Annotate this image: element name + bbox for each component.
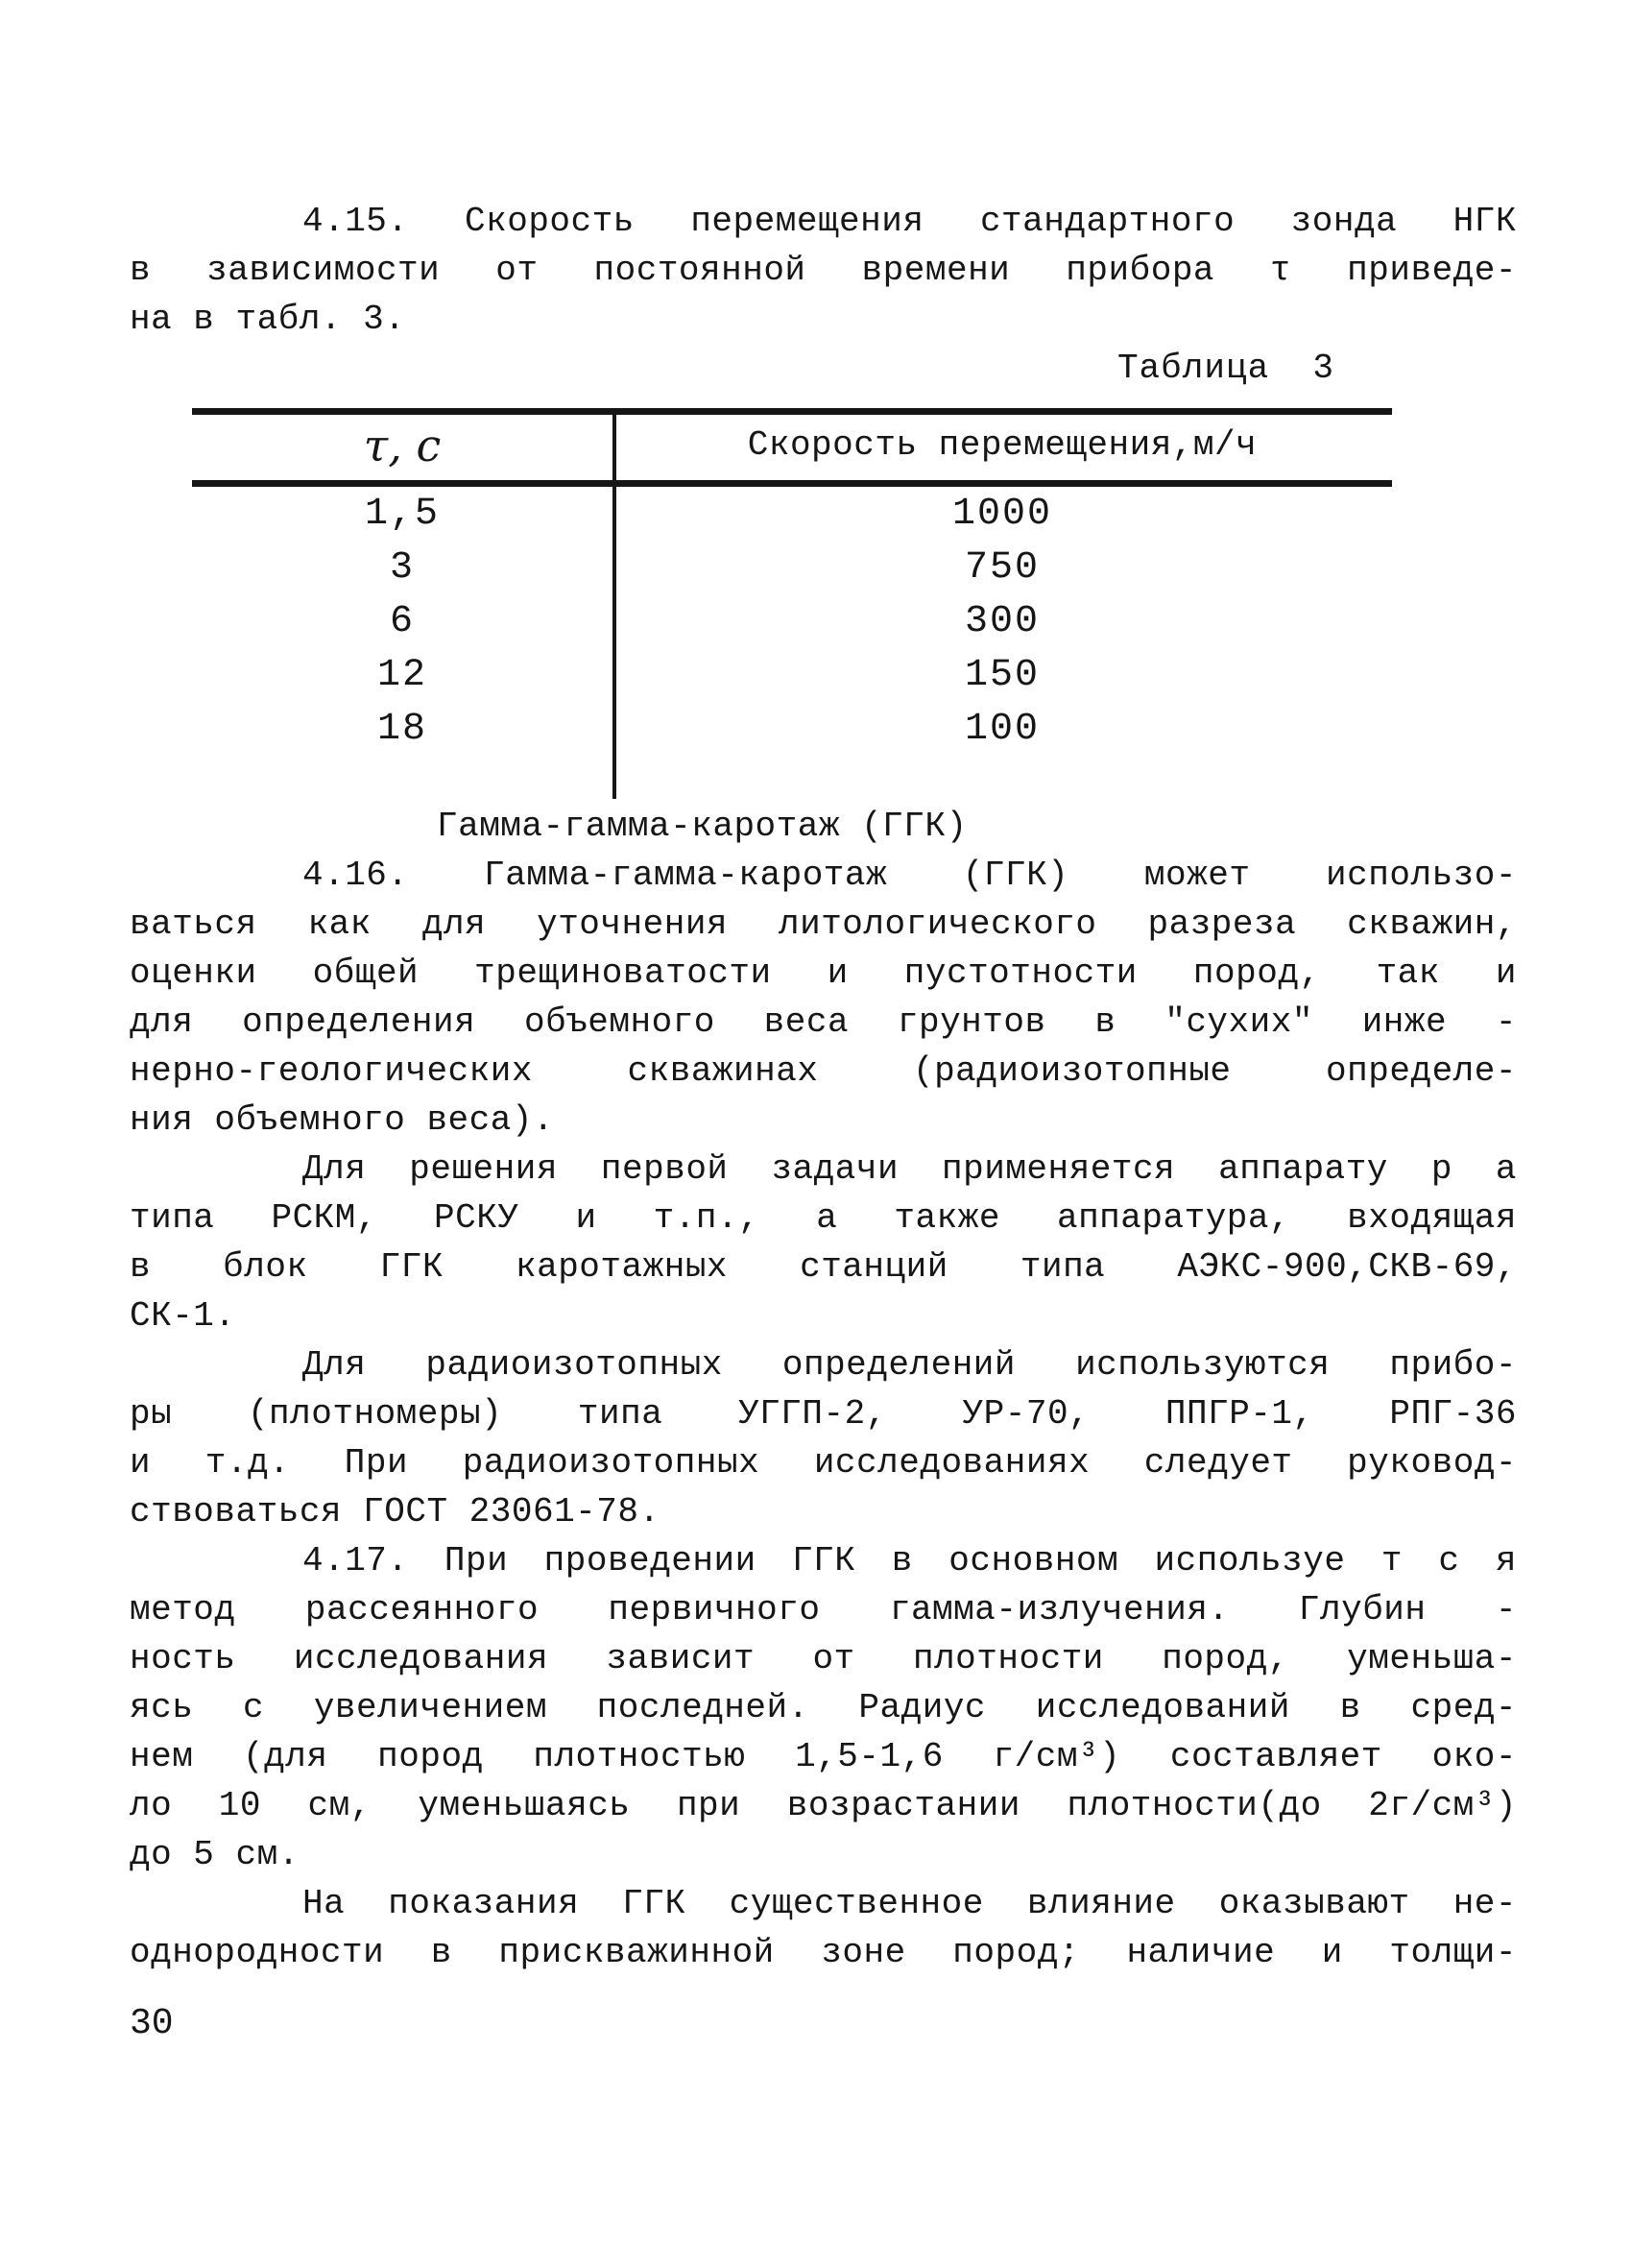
text-line: 4.16. Гамма-гамма-каротаж (ГГК) может использо- [302,856,1517,895]
section-heading-ggk: Гамма-гамма-каротаж (ГГК) [437,807,968,846]
table-cell-speed: 1000 [951,492,1052,536]
page-content [130,197,1517,2046]
text-line: ность исследования зависит от плотности пород, уменьша- [130,1639,1517,1678]
table-caption: Таблица 3 [1116,349,1334,388]
text-line: ствоваться ГОСТ 23061-78. [130,1492,660,1532]
text-line: нем (для пород плотностью 1,5-1,6 г/см³) составляет око- [130,1737,1517,1776]
table-header-speed: Скорость перемещения,м/ч [747,425,1258,465]
text-line: в блок ГГК каротажных станций типа АЭКС-900,СКВ-69, [130,1247,1517,1287]
table-cell-tau: 6 [389,599,415,643]
text-line: нерно-геологических скважинах (радиоизотопные определе- [130,1051,1517,1091]
table-row [192,487,1392,541]
text-line: метод рассеянного первичного гамма-излучения. Глубин - [130,1590,1517,1629]
table-cell-tau: 3 [389,545,415,590]
text-line: СК-1. [130,1296,236,1336]
table-row [192,702,1392,756]
table-cell-tau: 18 [376,707,427,751]
text-line: для определения объемного веса грунтов в ″сухих″ инже - [130,1002,1517,1042]
table-cell-speed: 150 [964,653,1040,697]
table-cell-tau: 12 [376,653,427,697]
page-number: 30 [130,2003,174,2044]
paragraph-ggk-influence [130,1879,1517,1977]
table-3 [192,408,1392,756]
table-column-divider [612,415,616,799]
text-line: в зависимости от постоянной времени прибора τ приведе- [130,251,1517,290]
table-cell-speed: 750 [964,545,1040,590]
table-header-tau: τ, с [363,420,442,471]
text-line: однородности в прискважинной зоне пород; наличие и толщи- [130,1933,1517,1972]
text-line: и т.д. При радиоизотопных исследованиях следует руковод- [130,1443,1517,1483]
table-header-row [192,415,1392,487]
text-line: на в табл. 3. [130,300,406,339]
table-cell-speed: 300 [964,599,1040,643]
text-line: ния объемного веса). [130,1100,555,1140]
text-line: ры (плотномеры) типа УГГП-2, УР-70, ППГР-1, РПГ-36 [130,1394,1517,1434]
paragraph-radioisotope [130,1340,1517,1536]
text-line: На показания ГГК существенное влияние оказывают не- [302,1884,1517,1923]
paragraph-4-16 [130,851,1517,1145]
paragraph-4-15 [130,197,1517,344]
text-line: 4.17. При проведении ГГК в основном используе т с я [302,1541,1517,1580]
text-line: 4.15. Скорость перемещения стандартного зонда НГК [302,202,1517,241]
paragraph-apparatus [130,1145,1517,1340]
text-line: Для радиоизотопных определений используются прибо- [302,1345,1517,1385]
text-line: ясь с увеличением последней. Радиус исследований в сред- [130,1688,1517,1727]
table-row [192,594,1392,648]
text-line: до 5 см. [130,1835,300,1874]
table-row [192,648,1392,702]
text-line: типа РСКМ, РСКУ и т.п., а также аппаратура, входящая [130,1198,1517,1238]
table-cell-tau: 1,5 [364,492,440,536]
paragraph-4-17 [130,1536,1517,1879]
text-line: Для решения первой задачи применяется аппарату р а [302,1149,1517,1189]
text-line: ло 10 см, уменьшаясь при возрастании плотности(до 2г/см³) [130,1786,1517,1825]
table-cell-speed: 100 [964,707,1040,751]
table-row [192,541,1392,594]
text-line: ваться как для уточнения литологического разреза скважин, [130,905,1517,944]
text-line: оценки общей трещиноватости и пустотности пород, так и [130,953,1517,993]
